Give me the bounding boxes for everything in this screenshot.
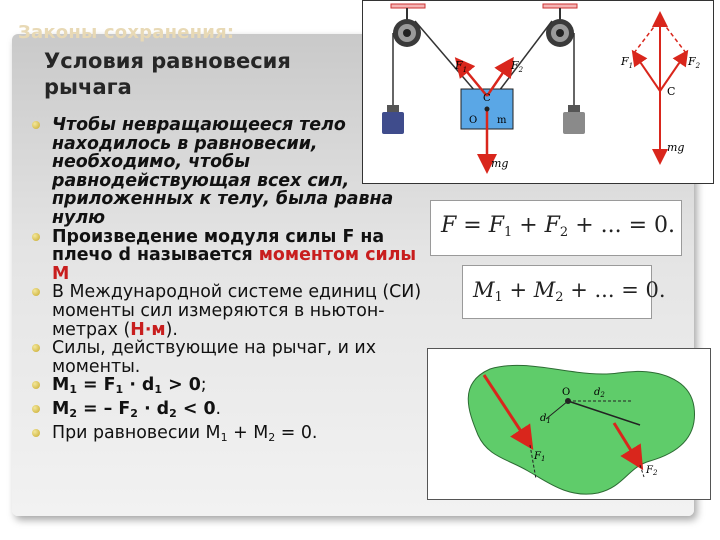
lever-label-o: O [562, 387, 571, 398]
bullet-text-part: 2 [268, 430, 276, 444]
label-m: m [497, 115, 507, 126]
bullet-item [30, 339, 430, 376]
bullet-text-part: ; [200, 375, 207, 396]
bullet-text-part: Чтобы невращающееся тело находилось в равновесии, необходимо, чтобы равнодействующая всех сил, приложенных к телу, была равна нулю [52, 115, 394, 228]
formula-forces-text: F = F1 + F2 + ... = 0. [441, 213, 676, 240]
right-label-c: C [667, 85, 676, 98]
slide-title: Условия равновесия рычага [44, 49, 291, 99]
weight-left-icon [382, 105, 404, 134]
lever-diagram [427, 348, 711, 500]
bullet-dot-icon [32, 429, 40, 437]
bullet-text-part: моментом силы M [52, 245, 417, 284]
ceiling-mount-right [543, 4, 577, 8]
bullet-text-part: 1 [115, 383, 124, 397]
bullet-text-part: M [52, 375, 70, 396]
bullet-dot-icon [32, 381, 40, 389]
bullet-dot-icon [32, 405, 40, 413]
pulley-diagram [362, 0, 714, 184]
moments-equilibrium-formula [462, 265, 666, 319]
label-f1: $F_1$ [455, 59, 468, 74]
label-o: O [469, 115, 478, 126]
bullet-text-part: При равновесии M [52, 422, 221, 443]
lever-label-f1: $F_1$ [534, 451, 546, 463]
formula-moments-text: M1 + M2 + ... = 0. [473, 278, 666, 305]
bullet-dot-icon [32, 121, 40, 129]
bullet-text-part: . [215, 398, 222, 419]
lever-diagram-svg [428, 349, 710, 499]
bullet-item [30, 228, 430, 284]
bullet-text-part: ∙ d [123, 375, 155, 396]
bullet-text-part: Н∙м [130, 319, 166, 340]
topic-heading: Законы сохранения: [18, 22, 235, 43]
label-mg: mg [491, 157, 509, 170]
bullet-text-part: Произведение модуля силы F на плечо d называется [52, 226, 385, 266]
bullet-text-part: 1 [220, 430, 228, 444]
bullet-item [30, 376, 430, 400]
weight-right-icon [563, 105, 585, 134]
bullet-text-part: + M [227, 422, 269, 443]
label-f2: $F_2$ [511, 59, 524, 74]
bullet-text-part: > 0 [162, 375, 201, 396]
bullet-text-part: 2 [69, 406, 77, 420]
right-label-f2: $F_2$ [688, 55, 701, 70]
bullet-item [30, 283, 430, 339]
right-label-f1: $F_1$ [621, 55, 634, 70]
pulley-diagram-svg [363, 1, 713, 183]
bullet-item [30, 400, 430, 424]
lever-plate [468, 365, 694, 494]
forces-equilibrium-formula [430, 200, 682, 256]
bullet-text-part: 2 [169, 406, 177, 420]
bullet-text-part: В Международной системе единиц (СИ) моменты сил измеряются в ньютон-метрах ( [52, 282, 422, 340]
right-label-mg: mg [667, 141, 685, 154]
label-c: C [483, 93, 491, 104]
ceiling-mount-left [391, 4, 425, 8]
bullet-dot-icon [32, 288, 40, 296]
bullet-text-part: Силы, действующие на рычаг, и их моменты. [52, 338, 377, 377]
bullet-text-part: = – F [76, 398, 131, 419]
lever-label-d2: $d_2$ [594, 387, 605, 399]
lever-label-d1: $d_1$ [540, 413, 551, 425]
bullet-text-part: < 0 [176, 398, 216, 419]
bullet-text-part: = 0. [275, 422, 318, 443]
bullet-text-part: 1 [69, 383, 77, 397]
bullet-text-part: M [52, 398, 70, 419]
bullet-text-part: 2 [130, 406, 138, 420]
bullet-text-part: ∙ d [137, 398, 170, 419]
bullet-text-part: ). [165, 319, 178, 340]
bullet-text-part: = F [76, 375, 116, 396]
bullet-dot-icon [32, 233, 40, 241]
bullet-text-part: 1 [154, 383, 163, 397]
bullet-dot-icon [32, 344, 40, 352]
lever-label-f2: $F_2$ [646, 465, 658, 477]
bullet-item [30, 424, 430, 448]
